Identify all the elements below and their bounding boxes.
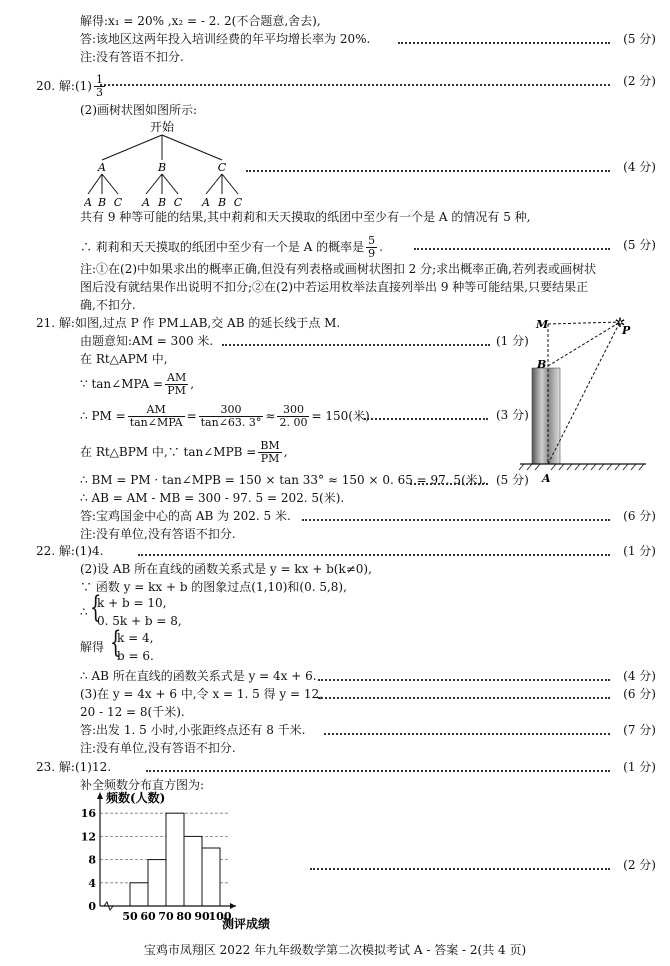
text: . [379,240,383,254]
fraction [366,235,377,260]
tree-leaf: A [202,196,210,209]
fraction [258,440,281,465]
histogram [78,790,328,930]
numerator: AM [128,404,185,417]
dot-leader [100,84,610,86]
point-label: M [536,318,549,331]
y-tick-label: 4 [88,876,96,890]
note-line: 注:没有答语不扣分. [80,50,184,64]
y-axis-label: 频数(人数) [106,791,166,805]
numerator: 300 [277,404,309,417]
text: , [283,445,288,459]
solution-line: 共有 9 种等可能的结果,其中莉莉和天天摸取的纸团中至少有一个是 A 的情况有 5 种, [80,210,531,224]
dot-leader [138,554,610,556]
solution-line [80,404,373,429]
solution-line: 在 Rt△APM 中, [80,352,168,366]
numerator: 300 [199,404,264,417]
answer-line: 答:宝鸡国金中心的高 AB 为 202. 5 米. [80,509,291,523]
tree-diagram [84,118,264,212]
histogram-bar [202,848,220,906]
dot-leader [302,519,610,521]
dot-leader [324,733,610,735]
brace: { [89,590,102,625]
numerator: BM [260,439,280,452]
dot-leader [246,170,610,172]
solution-line: (3)在 y = 4x + 6 中,令 x = 1. 5 得 y = 12, [80,687,323,701]
fraction [277,404,309,429]
question-21: 21. 解:如图,过点 P 作 PM⊥AB,交 AB 的延长线于点 M. [36,316,341,330]
text: ∴ 莉莉和天天摸取的纸团中至少有一个是 A 的概率是 [80,240,365,254]
score: (4 分) [623,160,656,174]
point-label: P [622,324,631,337]
solution-line: 20 - 12 = 8(千米). [80,705,185,719]
tree-leaf: A [84,196,92,209]
dot-leader [318,679,610,681]
x-tick-label: 50 [122,910,138,923]
equation: k + b = 10, [97,596,167,610]
tree-node: C [217,161,227,174]
dot-leader [398,42,610,44]
score: (5 分) [623,32,656,46]
score: (1 分) [623,544,656,558]
solution-line: ∴ AB 所在直线的函数关系式是 y = 4x + 6. [80,669,317,683]
tree-leaf: C [173,196,183,209]
solution-line: 补全频数分布直方图为: [80,778,205,792]
x-axis-arrow [230,903,236,909]
note-line: 确,不扣分. [80,298,136,312]
solution-line: 由题意知:AM = 300 米. [80,334,214,348]
question-number: 20. 解:(1) [36,79,92,93]
dot-leader [414,248,610,250]
fraction [199,404,264,429]
sun-icon: ✲ [614,316,626,331]
dot-leader [410,483,488,485]
score: (4 分) [623,669,656,683]
numerator: 1 [95,73,103,86]
dot-leader [364,418,488,420]
numerator: 5 [368,234,376,247]
y-axis-arrow [97,792,103,799]
dot-leader [146,770,610,772]
text: = [186,409,197,423]
x-tick-label: 70 [158,910,174,923]
tree-root: 开始 [149,120,175,134]
x-tick-label: 60 [140,910,156,923]
page-footer: 宝鸡市凤翔区 2022 年九年级数学第二次模拟考试 A - 答案 - 2(共 4 页) [143,943,527,957]
dot-leader [222,344,490,346]
note-line: 图后没有就结果作出说明不扣分;②在(2)中若运用枚举法直接列举出 9 种等可能结果,只要结果正 [80,280,589,294]
histogram-bar [148,860,166,906]
note-line: 注:没有单位,没有答语不扣分. [80,527,236,541]
equation: b = 6. [117,649,154,663]
solution-line: 解得 [80,640,105,654]
solution-line [80,235,383,260]
score: (2 分) [623,858,656,872]
solution-line: (2)设 AB 所在直线的函数关系式是 y = kx + b(k≠0), [80,562,372,576]
y-tick-label: 16 [80,807,96,821]
solution-line: ∴ BM = PM · tan∠MPB = 150 × tan 33° ≈ 150 × 0. 65 = 97. 5(米). [80,473,487,487]
question-23: 23. 解:(1)12. [36,760,112,774]
answer-line: 答:出发 1. 5 小时,小张距终点还有 8 千米. [80,723,306,737]
text: , [190,377,195,391]
tree-leaf: C [233,196,243,209]
score: (1 分) [623,760,656,774]
tree-leaf: C [113,196,123,209]
tree-node: A [98,161,106,174]
note-line: 注:没有单位,没有答语不扣分. [80,741,236,755]
dot-leader [318,697,610,699]
equation: k = 4, [117,631,154,645]
denominator: PM [260,452,280,465]
y-tick-label: 0 [88,900,96,913]
solution-line: ∴ AB = AM - MB = 300 - 97. 5 = 202. 5(米). [80,491,345,505]
fraction [165,372,188,397]
x-tick-label: 80 [176,910,192,923]
tree-leaf: A [142,196,150,209]
dot-leader [310,868,610,870]
score: (5 分) [496,473,529,487]
numerator: AM [167,371,187,384]
equation: 0. 5k + b = 8, [97,614,182,628]
score: (3 分) [496,408,529,422]
tree-leaf: B [217,196,227,209]
x-axis-label: 测评成绩 [222,917,271,930]
score: (7 分) [623,723,656,737]
histogram-bar [184,836,202,906]
score: (1 分) [496,334,529,348]
text: 在 Rt△BPM 中,∵ tan∠MPB = [80,445,257,459]
y-tick-label: 12 [80,830,96,844]
denominator: 2. 00 [279,416,308,429]
solution-line [80,372,194,397]
x-tick-label: 90 [194,910,210,923]
text: ∵ tan∠MPA = [80,377,164,391]
tree-leaf: B [157,196,167,209]
denominator: 3 [95,86,103,99]
histogram-bar [166,813,184,906]
brace: { [109,625,122,660]
tree-node: B [157,161,167,174]
solution-line: ∵ 函数 y = kx + b 的图象过点(1,10)和(0. 5,8), [80,580,347,594]
denominator: tan∠MPA [129,416,183,429]
score: (2 分) [623,74,656,88]
solution-line: ∴ [80,605,88,619]
denominator: tan∠63. 3° [200,416,262,429]
score: (6 分) [623,509,656,523]
score: (5 分) [623,238,656,252]
histogram-bar [130,883,148,906]
x-tick-label: 100 [208,910,232,923]
point-label: A [542,472,551,485]
text: = 150(米). [311,409,374,423]
note-line: 注:①在(2)中如果求出的概率正确,但没有列表格或画树状图扣 2 分;求出概率正确,若列表或画树状 [80,262,596,276]
fraction [128,404,185,429]
solution-line: 解得:x₁ = 20% ,x₂ = - 2. 2(不合题意,舍去), [80,14,321,28]
solution-line: (2)画树状图如图所示: [80,103,198,117]
denominator: PM [167,384,186,397]
tree-leaf: B [97,196,107,209]
solution-line [80,440,288,465]
point-label: B [537,358,547,371]
answer-line: 答:该地区这两年投入培训经费的年平均增长率为 20%. [80,32,371,46]
question-20-part1 [36,74,107,99]
question-22: 22. 解:(1)4. [36,544,104,558]
building-figure [518,314,648,486]
denominator: 9 [368,247,376,260]
text: ≈ [265,409,276,423]
y-tick-label: 8 [88,853,96,867]
text: ∴ PM = [80,409,126,423]
fraction [94,74,105,99]
score: (6 分) [623,687,656,701]
